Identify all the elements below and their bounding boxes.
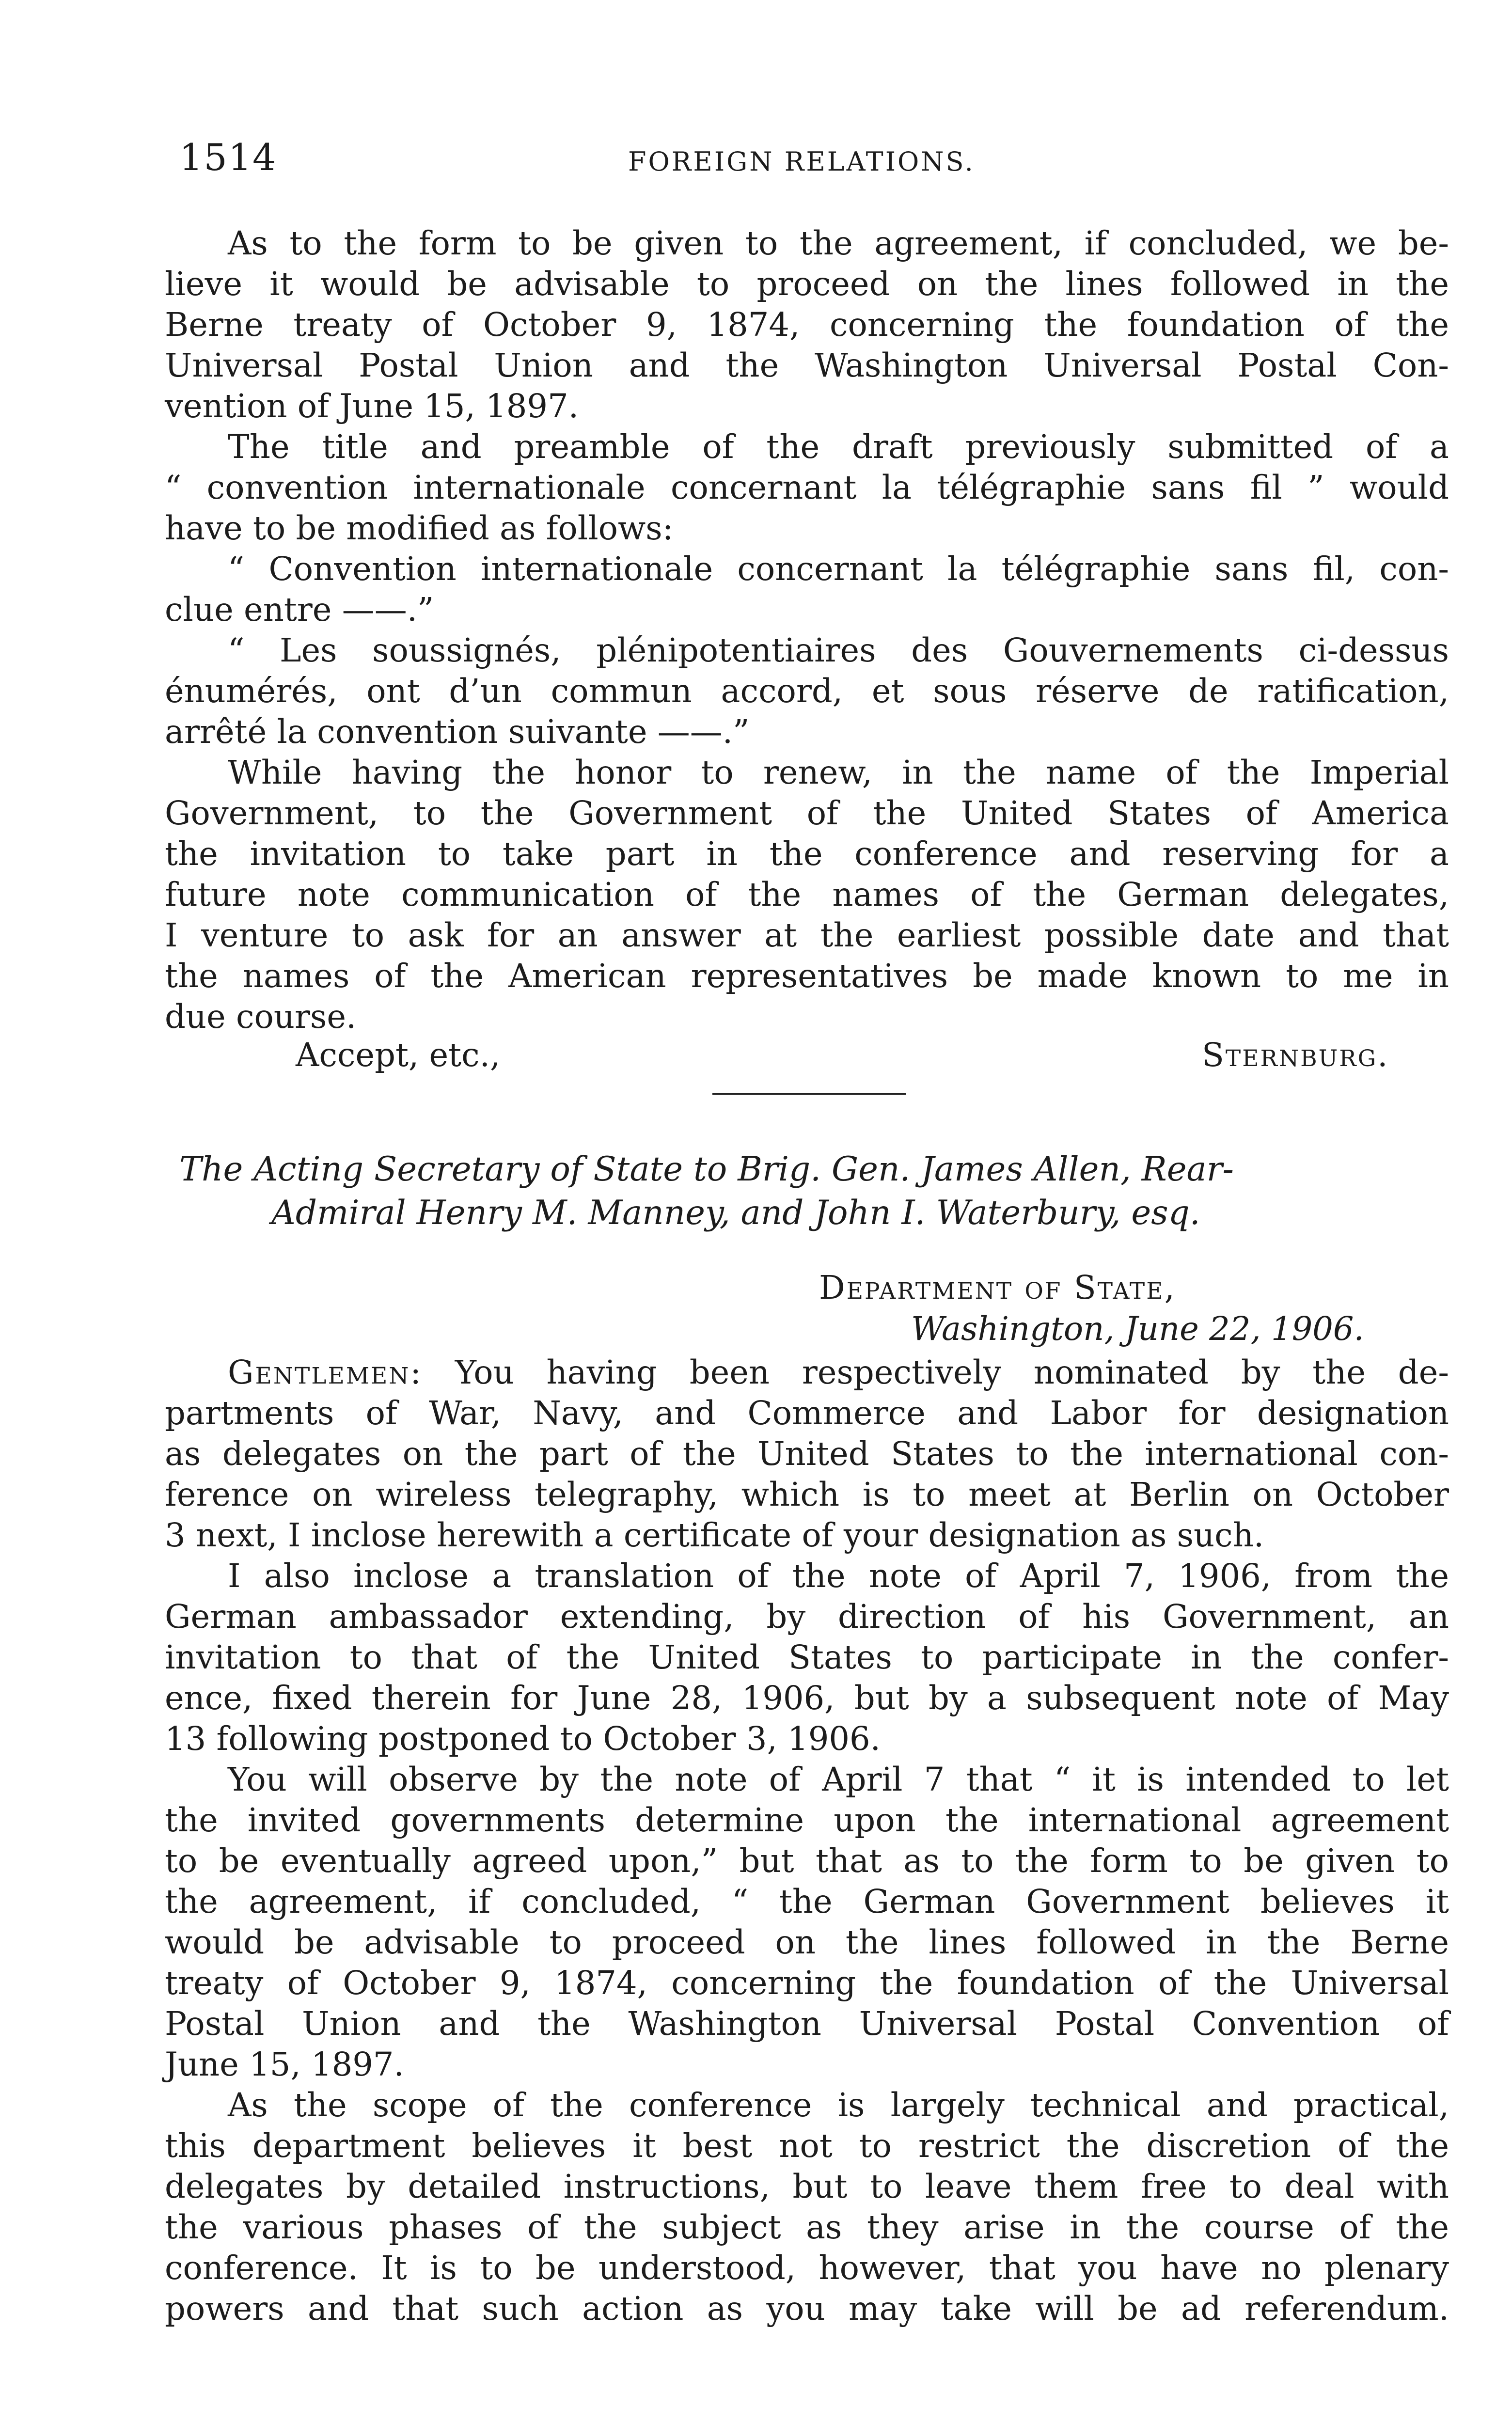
text-line: the names of the American representatives be made known to me in bbox=[165, 957, 1449, 995]
text-line: ference on wireless telegraphy, which is to meet at Berlin on October bbox=[165, 1476, 1449, 1513]
text-line: due course. bbox=[165, 998, 357, 1036]
text-line: conference. It is to be understood, however, that you have no plenary bbox=[165, 2249, 1449, 2287]
text-line: June 15, 1897. bbox=[165, 2045, 404, 2083]
text-line: to be eventually agreed upon,” but that as to the form to be given to bbox=[165, 1842, 1449, 1880]
text-line: as delegates on the part of the United States to the international con- bbox=[165, 1435, 1449, 1473]
text-line: Berne treaty of October 9, 1874, concerning the foundation of the bbox=[165, 306, 1449, 344]
first-line-text: You having been respectively nominated by the de- bbox=[455, 1353, 1449, 1391]
closing: Accept, etc., bbox=[296, 1036, 501, 1074]
text-line: As to the form to be given to the agreement, if concluded, we be- bbox=[228, 224, 1449, 262]
letter-heading-line: The Acting Secretary of State to Brig. Gen. James Allen, Rear- bbox=[179, 1150, 1234, 1189]
letter-heading-line: Admiral Henry M. Manney, and John I. Waterbury, esq. bbox=[271, 1194, 1200, 1232]
text-line: would be advisable to proceed on the lines followed in the Berne bbox=[165, 1923, 1449, 1961]
text-line: Universal Postal Union and the Washington Universal Postal Con- bbox=[165, 346, 1449, 384]
text-line: Postal Union and the Washington Universal Postal Convention of bbox=[165, 2005, 1449, 2043]
text-line: clue entre ——.” bbox=[165, 591, 434, 629]
text-line: “ Les soussignés, plénipotentiaires des Gouvernements ci-dessus bbox=[228, 631, 1449, 669]
text-line: the invited governments determine upon the international agreement bbox=[165, 1801, 1449, 1839]
text-line bbox=[228, 1352, 1449, 1393]
text-line: énumérés, ont d’un commun accord, et sous réserve de ratification, bbox=[165, 672, 1449, 710]
text-line: the various phases of the subject as they arise in the course of the bbox=[165, 2208, 1449, 2246]
place-date-line: Washington, June 22, 1906. bbox=[911, 1310, 1364, 1348]
text-line: have to be modified as follows: bbox=[165, 509, 674, 547]
page-header bbox=[179, 136, 1454, 194]
text-line: powers and that such action as you may take will be ad referendum. bbox=[165, 2290, 1449, 2328]
signature: Sternburg. bbox=[1202, 1036, 1389, 1074]
text-line: You will observe by the note of April 7 that “ it is intended to let bbox=[228, 1761, 1449, 1798]
page-number: 1514 bbox=[179, 136, 277, 179]
text-line: this department believes it best not to restrict the discretion of the bbox=[165, 2127, 1449, 2165]
section-divider bbox=[712, 1093, 906, 1095]
text-line: German ambassador extending, by direction of his Government, an bbox=[165, 1598, 1449, 1636]
text-line: treaty of October 9, 1874, concerning the foundation of the Universal bbox=[165, 1964, 1449, 2002]
text-line: While having the honor to renew, in the name of the Imperial bbox=[228, 754, 1449, 791]
running-title: FOREIGN RELATIONS. bbox=[628, 146, 975, 177]
text-line: Government, to the Government of the United States of America bbox=[165, 794, 1449, 832]
text-line: I also inclose a translation of the note of April 7, 1906, from the bbox=[228, 1557, 1449, 1595]
text-line: delegates by detailed instructions, but to leave them free to deal with bbox=[165, 2168, 1449, 2205]
text-line: vention of June 15, 1897. bbox=[165, 387, 579, 425]
text-line: The title and preamble of the draft previously submitted of a bbox=[228, 428, 1449, 466]
text-line: 3 next, I inclose herewith a certificate of your designation as such. bbox=[165, 1516, 1264, 1554]
text-line: arrêté la convention suivante ——.” bbox=[165, 713, 750, 751]
text-line: the invitation to take part in the conference and reserving for a bbox=[165, 835, 1449, 873]
department-line: Department of State, bbox=[819, 1269, 1176, 1306]
text-line: As the scope of the conference is largely technical and practical, bbox=[228, 2086, 1449, 2124]
text-line: “ convention internationale concernant la télégraphie sans fil ” would bbox=[165, 469, 1449, 506]
text-line: ence, fixed therein for June 28, 1906, but by a subsequent note of May bbox=[165, 1679, 1449, 1717]
text-line: partments of War, Navy, and Commerce and Labor for designation bbox=[165, 1394, 1449, 1432]
text-line: future note communication of the names of the German delegates, bbox=[165, 876, 1449, 913]
text-line: lieve it would be advisable to proceed on the lines followed in the bbox=[165, 265, 1449, 303]
text-line: 13 following postponed to October 3, 1906. bbox=[165, 1720, 881, 1758]
salutation: Gentlemen: bbox=[228, 1353, 423, 1391]
text-line: the agreement, if concluded, “ the German Government believes it bbox=[165, 1883, 1449, 1920]
text-line: “ Convention internationale concernant la télégraphie sans fil, con- bbox=[228, 550, 1449, 588]
text-line: invitation to that of the United States to participate in the confer- bbox=[165, 1638, 1449, 1676]
text-line: I venture to ask for an answer at the earliest possible date and that bbox=[165, 916, 1449, 954]
